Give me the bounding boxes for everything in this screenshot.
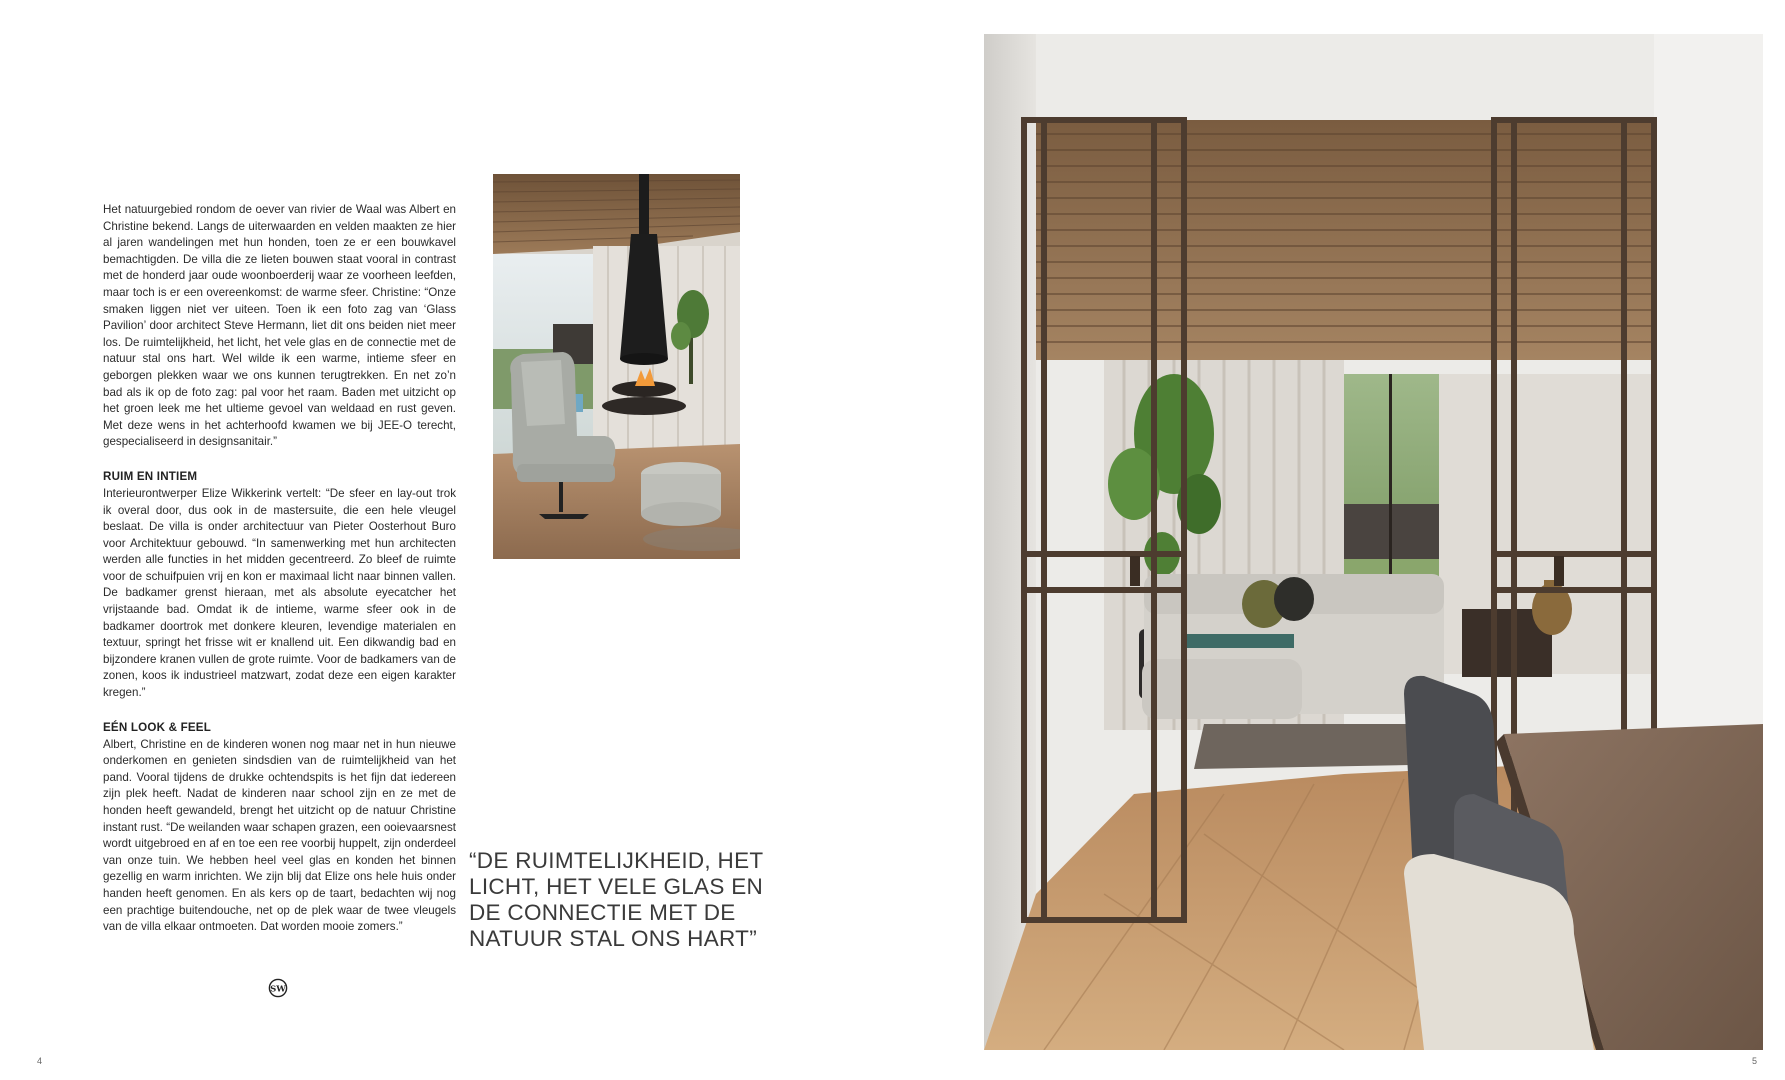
section-heading-ruim-en-intiem: RUIM EN INTIEM [103,469,198,483]
article-intro: Het natuurgebied rondom de oever van rivier de Waal was Albert en Christine bekend. Langs de uiterwaarden en velden maakten ze hier al jaren wandelingen met hun honden, toen ze er een bouwkavel bemachtigden. De villa die ze lieten bouwen staat vooral in contrast met de honderd jaar oude woonboerderij waar ze voorheen leefden, maar toch is er een overeenkomst: de warme sfeer. Christine: “Onze smaken liggen niet ver uiteen. Toen ik een foto zag van ‘Glass Pavilion’ door architect Steve Hermann, liet dit ons beiden niet meer los. De ruimtelijkheid, het licht, het vele glas en de connectie met de natuur stal ons hart. Wel wilde ik een warme, intieme sfeer en geborgen plekken waar we ons kunnen terugtrekken. En net zo’n bad als ik op de foto zag: pal voor het raam. Baden met uitzicht op het groen leek me het ultieme gevoel van weldaad en rust geven. Met deze wens in het achterhoofd kwamen we bij JEE-O terecht, gespecialiseerd in designsanitair.” [103,203,456,449]
sw-monogram-icon [268,978,288,998]
section-heading-een-look-feel: EÉN LOOK & FEEL [103,720,211,734]
living-room-fireplace-photo [493,174,740,559]
page-number-right: 5 [1752,1056,1758,1066]
glass-sliding-doors-photo [984,34,1763,1050]
section-text-ruim-en-intiem: Interieurontwerper Elize Wikkerink vertelt: “De sfeer en lay-out trok ik overal door, dus ook in de mastersuite, die een hele vleugel beslaat. De villa is onder architectuur van Pieter Oosterhout Buro voor Architektuur gebouwd. “In samenwerking met hun architecten werden alle functies in het midden gecentreerd. Zo bleef de ruimte voor de schuifpuien vrij en kon er maximaal licht naar binnen vallen. De badkamer grenst hieraan, met als absolute eyecatcher het vrijstaande bad. Omdat ik de intieme, warme sfeer ook in de badkamer doortrok met donkere kleuren, levendige materialen en textuur, springt het frisse wit er knallend uit. Een dikwandig bad en bijzondere kranen vullen de grote ruimte. Voor de badkamers van de zonen, koos ik industrieel matzwart, zodat deze een eigen karakter kregen.” [103,486,456,700]
page-number-left: 4 [37,1056,43,1066]
section-text-een-look-feel: Albert, Christine en de kinderen wonen nog maar net in hun nieuwe onderkomen en genieten sindsdien van de ruimtelijkheid van het pand. Vooral tijdens de drukke ochtendspits is het fijn dat iedereen zijn plek heeft. Nadat de kinderen naar school zijn en ze met de honden heeft gewandeld, brengt het uitzicht op de natuur Christine instant rust. “De weilanden waar schapen grazen, een ooievaarsnest wordt uitgebroed en af en toe een ree voorbij huppelt, zijn onderdeel van onze tuin. We hebben heel veel glas en konden het binnen gezellig en warm inrichten. We zijn blij dat Elize ons hele huis onder handen heeft genomen. En als kers op de taart, bedachten wij nog een prachtige buitendouche, net op de plek waar de twee vleugels van de villa elkaar ontmoeten. Dat worden mooie zomers.” [103,737,456,934]
pull-quote: “DE RUIMTELIJKHEID, HET LICHT, HET VELE GLAS EN DE CONNECTIE MET DE NATUUR STAL ONS HART” [469,848,764,951]
svg-text:SW: SW [270,984,286,995]
article-body [103,202,456,936]
